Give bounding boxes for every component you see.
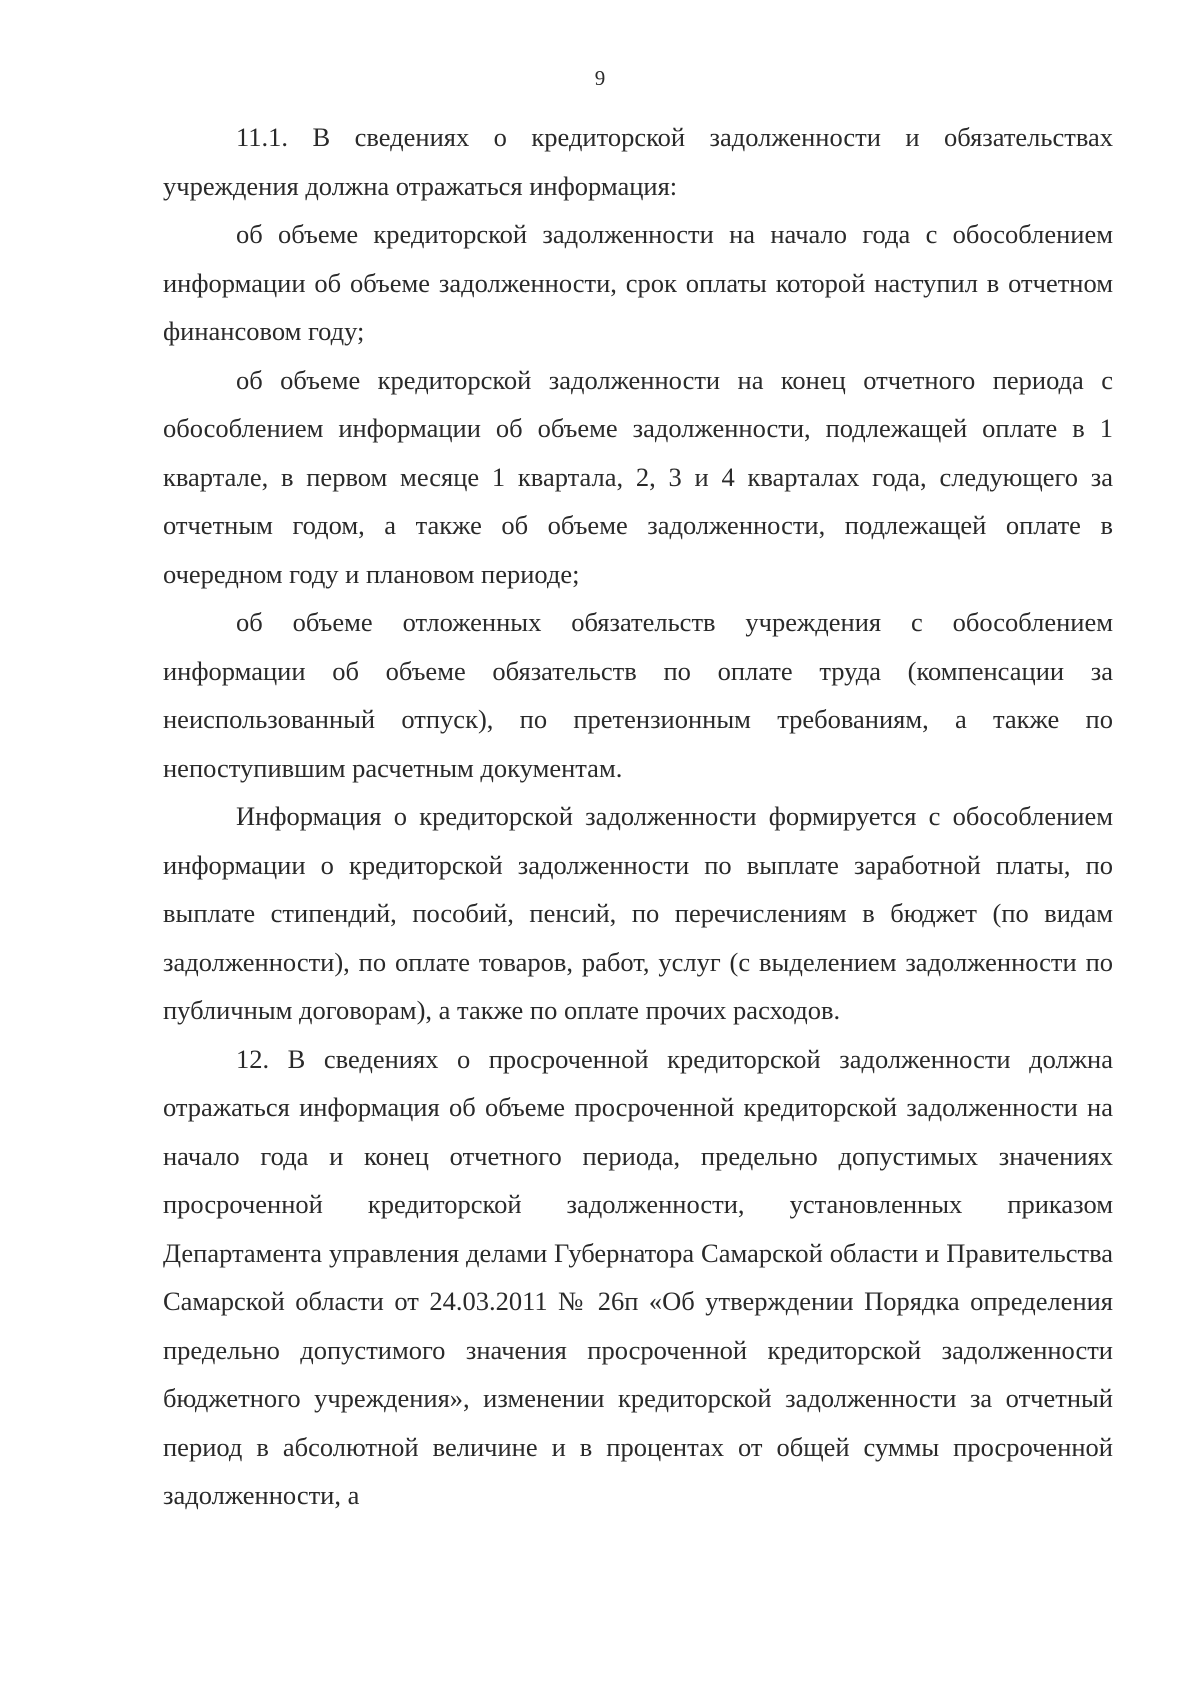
paragraph-end-debt: об объеме кредиторской задолженности на конец отчетного периода с обособлением информации об объеме задолженности, подлежащей оплате в 1 квартале, в первом месяце 1 квартала, 2, 3 и 4 кварталах года, следующего за отчетным годом, а также об объеме задолженности, подлежащей оплате в очередном году и плановом периоде;	[163, 364, 1113, 589]
paragraph-deferred-obligations: об объеме отложенных обязательств учреждения с обособлением информации об объеме обязательств по оплате труда (компенсации за неиспользованный отпуск), по претензионным требованиям, а также по непоступившим расчетным документам.	[163, 607, 1113, 783]
paragraph-11-1: 11.1. В сведениях о кредиторской задолженности и обязательствах учреждения должна отражаться информация:	[163, 122, 1113, 201]
document-body	[163, 113, 1113, 1520]
paragraph-12: 12. В сведениях о просроченной кредиторской задолженности должна отражаться информация об объеме просроченной кредиторской задолженности на начало года и конец отчетного периода, предельно допустимых значениях просроченной кредиторской задолженности, установленных приказом Департамента управления делами Губернатора Самарской области и Правительства Самарской области от 24.03.2011 № 26п «Об утверждении Порядка определения предельно допустимого значения просроченной кредиторской задолженности бюджетного учреждения», изменении кредиторской задолженности за отчетный период в абсолютной величине и в процентах от общей суммы просроченной задолженности, а	[163, 1043, 1113, 1510]
paragraph-debt-information: Информация о кредиторской задолженности формируется с обособлением информации о кредиторской задолженности по выплате заработной платы, по выплате стипендий, пособий, пенсий, по перечислениям в бюджет (по видам задолженности), по оплате товаров, работ, услуг (с выделением задолженности по публичным договорам), а также по оплате прочих расходов.	[163, 801, 1113, 1025]
page-number: 9	[594, 66, 606, 90]
paragraph-beginning-debt: об объеме кредиторской задолженности на начало года с обособлением информации об объеме задолженности, срок оплаты которой наступил в отчетном финансовом году;	[163, 219, 1113, 346]
